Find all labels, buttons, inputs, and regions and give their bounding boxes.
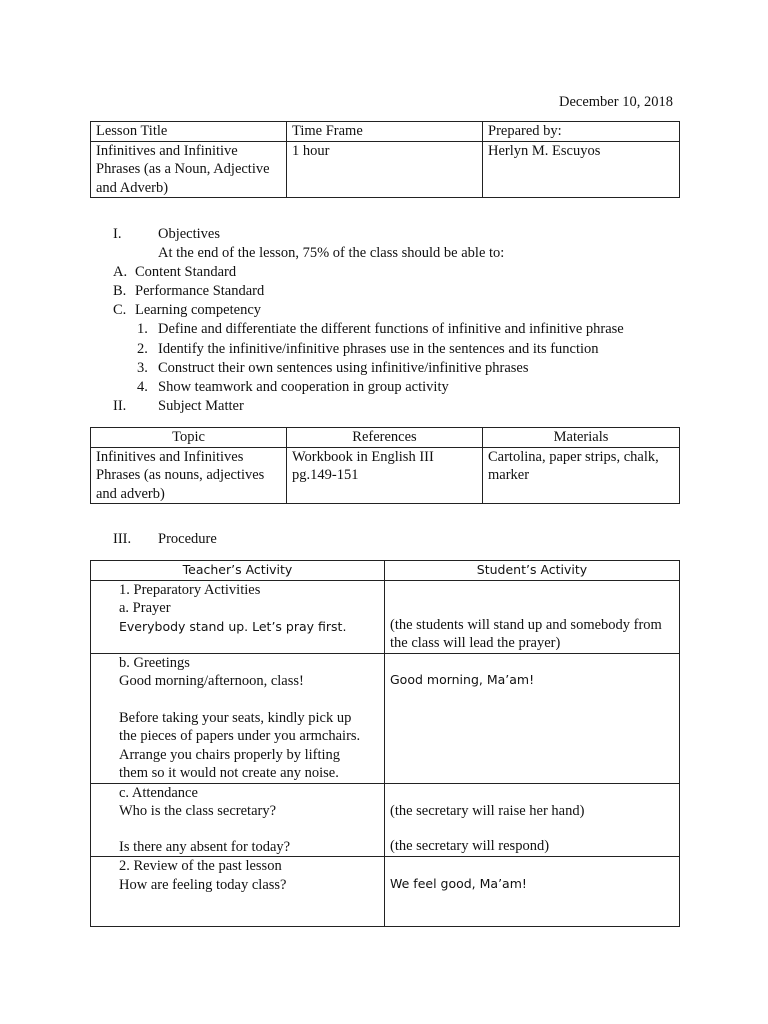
student-activity-cell: [385, 653, 680, 783]
prepared-by-value: Herlyn M. Escuyos: [483, 141, 680, 198]
student-line: Good morning, Ma’am!: [390, 671, 535, 687]
section-heading-subject-matter: Subject Matter: [158, 398, 244, 414]
time-frame-header: Time Frame: [287, 122, 483, 142]
materials-value: Cartolina, paper strips, chalk, marker: [483, 447, 680, 504]
teacher-line: Good morning/afternoon, class!: [119, 673, 304, 689]
lesson-title-header: Lesson Title: [91, 122, 287, 142]
activity-subheading: c. Attendance: [119, 784, 198, 801]
section-heading-procedure: Procedure: [158, 531, 217, 547]
activity-heading: 1. Preparatory Activities: [119, 581, 261, 598]
table-row: [91, 428, 680, 448]
competency-number: 2.: [137, 341, 148, 357]
student-line: (the secretary will respond): [390, 838, 550, 854]
activity-heading: 2. Review of the past lesson: [119, 858, 282, 874]
content-standard: Content Standard: [135, 264, 237, 280]
activity-subheading: b. Greetings: [119, 654, 190, 671]
student-line: (the students will stand up and somebody from the class will lead the prayer): [390, 616, 662, 651]
competency-number: 4.: [137, 379, 148, 395]
section-heading-objectives: Objectives: [158, 226, 221, 242]
competency-item: Define and differentiate the different functions of infinitive and infinitive phrase: [158, 321, 624, 337]
learning-competency: Learning competency: [135, 302, 262, 318]
standard-letter: B.: [113, 283, 127, 299]
references-value: Workbook in English III pg.149-151: [287, 447, 483, 504]
teacher-activity-cell: [91, 857, 385, 927]
table-row: [91, 141, 680, 198]
student-activity-header: Student’s Activity: [385, 561, 680, 581]
materials-header: Materials: [483, 428, 680, 448]
competency-number: 3.: [137, 360, 148, 376]
competency-number: 1.: [137, 321, 148, 337]
time-frame-value: 1 hour: [287, 141, 483, 198]
competency-item: Construct their own sentences using infinitive/infinitive phrases: [158, 360, 529, 376]
student-line: (the secretary will raise her hand): [390, 802, 585, 819]
student-line: We feel good, Ma’am!: [390, 876, 527, 891]
table-row: [91, 447, 680, 504]
teacher-line: How are feeling today class?: [119, 876, 287, 893]
table-row: [91, 561, 680, 581]
competency-item: Show teamwork and cooperation in group activity: [158, 379, 449, 395]
student-activity-cell: [385, 580, 680, 653]
table-row: [91, 783, 680, 857]
lesson-info-table: [90, 121, 680, 198]
teacher-activity-cell: [91, 580, 385, 653]
subject-matter-table: [90, 427, 680, 504]
student-activity-cell: [385, 857, 680, 927]
section-number-procedure: III.: [113, 531, 132, 547]
student-activity-cell: [385, 783, 680, 857]
teacher-activity-cell: [91, 653, 385, 783]
topic-header: Topic: [91, 428, 287, 448]
teacher-line: Who is the class secretary?: [119, 803, 277, 819]
section-number-subject-matter: II.: [113, 398, 127, 414]
lesson-title-value: Infinitives and Infinitive Phrases (as a Noun, Adjective and Adverb): [91, 141, 287, 198]
table-row: [91, 857, 680, 927]
standard-letter: C.: [113, 302, 127, 318]
teacher-paragraph: Before taking your seats, kindly pick up the pieces of papers under you armchairs. Arrange you chairs properly by lifting them so it would not create any noise.: [119, 709, 361, 781]
teacher-activity-header: Teacher’s Activity: [91, 561, 385, 581]
document-date: December 10, 2018: [559, 94, 673, 110]
performance-standard: Performance Standard: [135, 283, 265, 299]
standard-letter: A.: [113, 264, 128, 280]
prepared-by-header: Prepared by:: [483, 122, 680, 142]
teacher-activity-cell: [91, 783, 385, 857]
activity-subheading: a. Prayer: [119, 600, 171, 616]
table-row: [91, 580, 680, 653]
objectives-intro: At the end of the lesson, 75% of the class should be able to:: [158, 245, 505, 261]
competency-item: Identify the infinitive/infinitive phrases use in the sentences and its function: [158, 341, 599, 357]
teacher-line: Everybody stand up. Let’s pray first.: [119, 618, 347, 634]
topic-value: Infinitives and Infinitives Phrases (as nouns, adjectives and adverb): [91, 447, 287, 504]
section-number-objectives: I.: [113, 226, 122, 242]
table-row: [91, 653, 680, 783]
teacher-line: Is there any absent for today?: [119, 838, 291, 855]
procedure-table: [90, 560, 680, 927]
references-header: References: [287, 428, 483, 448]
table-row: [91, 122, 680, 142]
